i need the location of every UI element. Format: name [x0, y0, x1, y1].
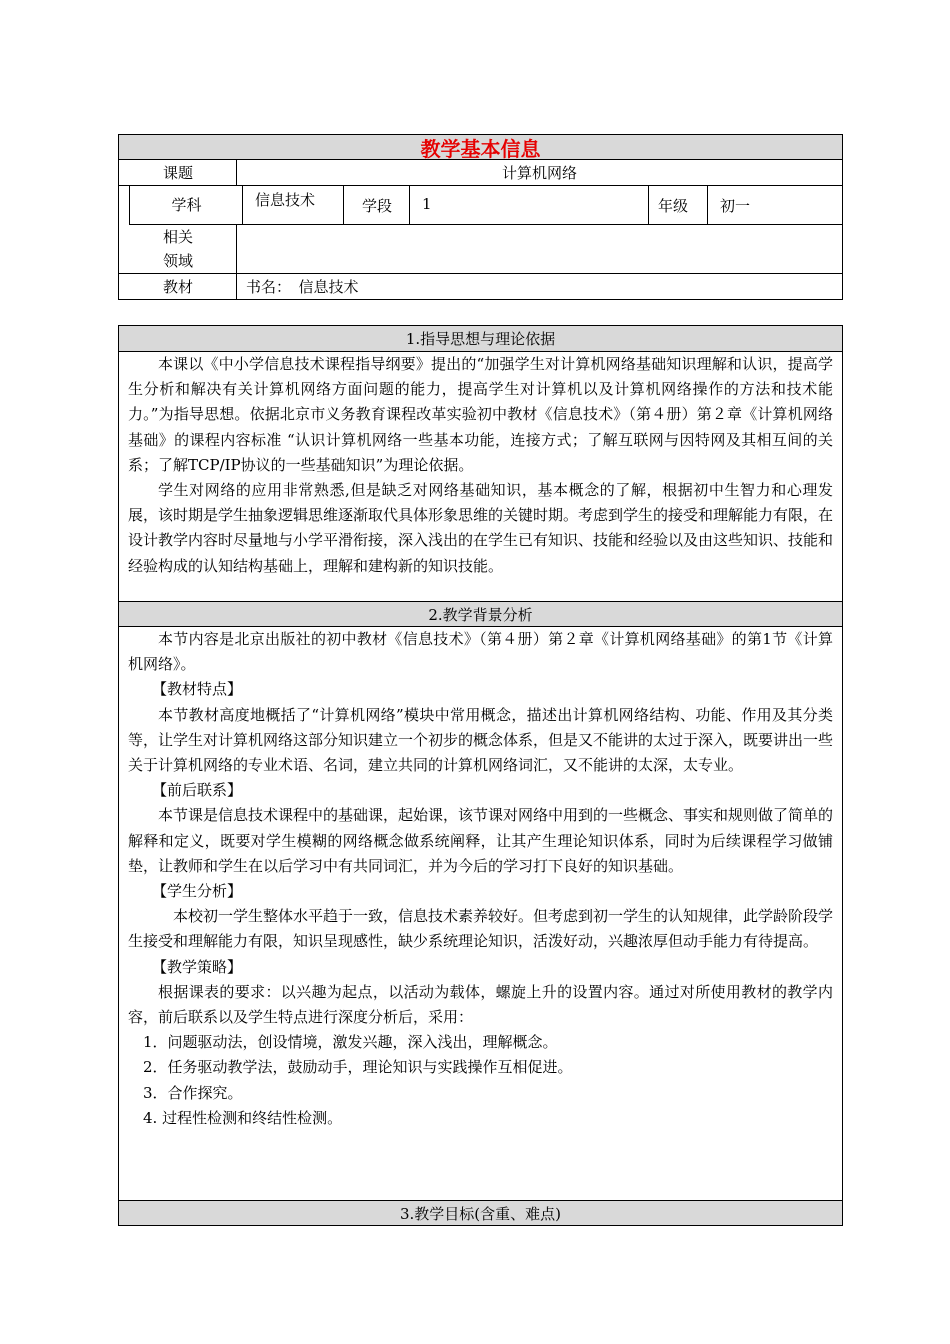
strategy-item: 3．合作探究。: [143, 1083, 243, 1102]
subject-label: 学科: [129, 185, 243, 225]
feature-title: 【教材特点】: [152, 680, 243, 699]
section-2-intro: 本节内容是北京出版社的初中教材《信息技术》（第４册）第２章《计算机网络基础》的第1节《计算机网络》。: [128, 630, 833, 674]
field-value: [236, 224, 843, 274]
section-1-body: [118, 351, 843, 602]
field-label-line-1: 相关: [162, 228, 193, 246]
strategy-title: 【教学策略】: [152, 957, 243, 976]
strategy-text: 根据课表的要求：以兴趣为起点，以活动为载体，螺旋上升的设置内容。通过对所使用教材的教学内容，前后联系以及学生特点进行深度分析后，采用：: [128, 982, 833, 1027]
topic-label: 课题: [118, 159, 237, 186]
textbook-value: 书名： 信息技术: [236, 273, 843, 300]
textbook-label: 教材: [118, 273, 237, 300]
grade-label: 年级: [648, 185, 708, 225]
stage-label: 学段: [343, 185, 410, 225]
strategy-item: 1．问题驱动法，创设情境，激发兴趣，深入浅出，理解概念。: [143, 1033, 558, 1052]
section-3-header: 3.教学目标(含重、难点): [118, 1200, 843, 1226]
strategy-item: 4. 过程性检测和终结性检测。: [143, 1108, 343, 1127]
section-1-paragraph: 学生对网络的应用非常熟悉,但是缺乏对网络基础知识，基本概念的了解，根据初中生智力和心理发展，该时期是学生抽象逻辑思维逐渐取代具体形象思维的关键时期。考虑到学生的接受和理解能力有限，在设计教学内容时尽量地与小学平滑衔接，深入浅出的在学生已有知识、技能和经验以及由这些知识、技能和经验构成的认知结构基础上，理解和建构新的知识技能。: [128, 481, 834, 575]
section-1-header: 1.指导思想与理论依据: [118, 325, 843, 352]
feature-text: 本节教材高度地概括了“计算机网络”模块中常用概念，描述出计算机网络结构、功能、作用及其分类等，让学生对计算机网络这部分知识建立一个初步的概念体系，但是又不能讲的太过于深入，既要讲出一些关于计算机网络的专业术语、名词，建立共同的计算机网络词汇，又不能讲的太深，太专业。: [128, 705, 834, 775]
subject-value: 信息技术: [242, 185, 344, 225]
field-label-line-2: 领域: [162, 252, 193, 270]
section-2-header: 2.教学背景分析: [118, 601, 843, 627]
table-title: 教学基本信息: [118, 134, 843, 160]
section-2-body: [118, 626, 843, 1201]
relation-text: 本节课是信息技术课程中的基础课，起始课，该节课对网络中用到的一些概念、事实和规则做了简单的解释和定义，既要对学生模糊的网络概念做系统阐释，让其产生理论知识体系，同时为后续课程学习做铺垫，让教师和学生在以后学习中有共同词汇，并为今后的学习打下良好的知识基础。: [128, 806, 834, 875]
student-title: 【学生分析】: [152, 882, 243, 901]
student-text: 本校初一学生整体水平趋于一致，信息技术素养较好。但考虑到初一学生的认知规律，此学龄阶段学生接受和理解能力有限，知识呈现感性，缺少系统理论知识，活泼好动，兴趣浓厚但动手能力有待提高。: [128, 907, 834, 951]
field-label: [118, 224, 237, 274]
strategy-item: 2．任务驱动教学法，鼓励动手，理论知识与实践操作互相促进。: [143, 1058, 573, 1077]
section-1-paragraph: 本课以《中小学信息技术课程指导纲要》提出的“加强学生对计算机网络基础知识理解和认识，提高学生分析和解决有关计算机网络方面问题的能力，提高学生对计算机以及计算机网络操作的方法和技术能力。”为指导思想。依据北京市义务教育课程改革实验初中教材《信息技术》（第４册）第２章《计算机网络基础》的课程内容标准 “认识计算机网络一些基本功能，连接方式；了解互联网与因特网及其相互间的关系；了解TCP/IP协议的一些基础知识”为理论依据。: [128, 355, 833, 474]
grade-value: 初一: [707, 185, 843, 225]
stage-value: 1: [409, 185, 649, 225]
relation-title: 【前后联系】: [152, 781, 243, 800]
topic-value: 计算机网络: [236, 159, 843, 186]
